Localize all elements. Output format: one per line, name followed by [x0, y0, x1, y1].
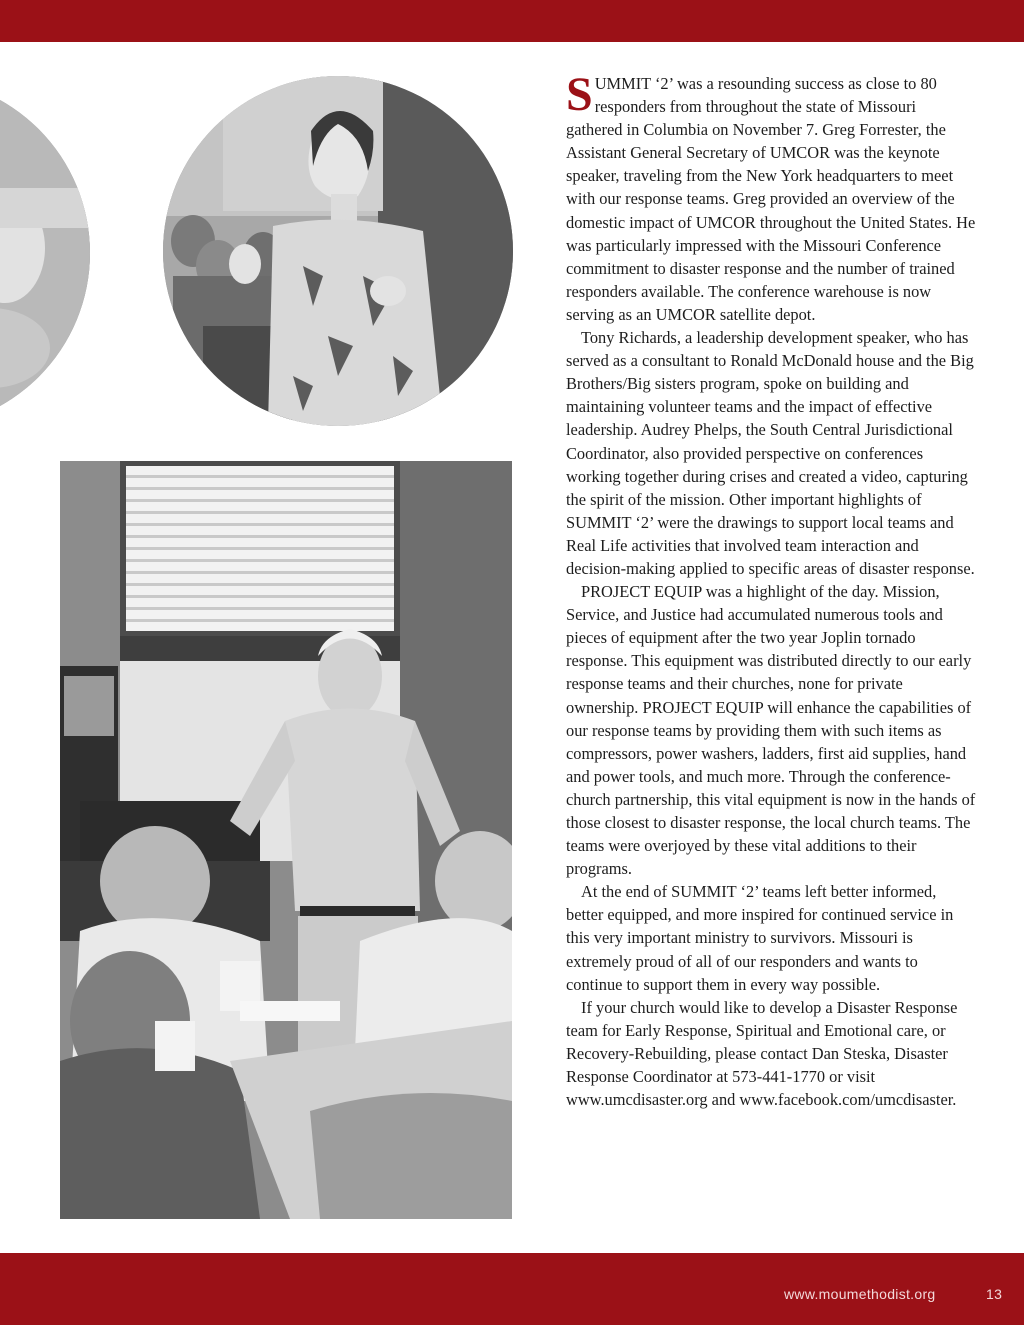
- photo-woman-speaking-illustration: [163, 76, 513, 426]
- article-paragraph-1-text: UMMIT ‘2’ was a resounding success as close to 80 responders from throughout the state of Missouri gathered in Columbia on November 7. Greg Forrester, the Assistant General Secretary of UMCOR was the keynote speaker, traveling from the New York headquarters to meet with our response teams. Greg provided an overview of the domestic impact of UMCOR throughout the United States. He was particularly impressed with the Missouri Conference commitment to disaster response and the number of trained responders available. The conference warehouse is now serving as an UMCOR satellite depot.: [566, 74, 976, 324]
- article-body: [566, 68, 976, 1111]
- photo-woman-speaking: [163, 76, 513, 426]
- page-number: 13: [986, 1286, 1003, 1302]
- article-paragraph-5: If your church would like to develop a Disaster Response team for Early Response, Spiritual and Emotional care, or Recovery-Rebuilding, please contact Dan Steska, Disaster Response Coordinator at 573-441-1770 or visit www.umcdisaster.org and www.facebook.com/umcdisaster.: [566, 997, 958, 1110]
- article-paragraph-3: PROJECT EQUIP was a highlight of the day. Mission, Service, and Justice had accumulated numerous tools and pieces of equipment after the two year Joplin tornado response. This equipment was distributed directly to our early response teams and their churches, none for private ownership. PROJECT EQUIP will enhance the capabilities of our response teams by providing them with such items as compressors, power washers, ladders, first aid supplies, hand and power tools, and much more. Through the conference-church partnership, this vital equipment is now in the hands of those closest to disaster response, the local church teams. The teams were overjoyed by these vital additions to their programs.: [566, 582, 976, 879]
- article-paragraph-2: Tony Richards, a leadership development speaker, who has served as a consultant to Ronald McDonald house and the Big Brothers/Big sisters program, spoke on building and maintaining volunteer teams and the impact of effective leadership. Audrey Phelps, the South Central Jurisdictional Coordinator, also provided perspective on conferences working together during crises and created a video, capturing the spirit of the mission. Other important highlights of SUMMIT ‘2’ were the drawings to support local teams and Real Life activities that involved team interaction and decision-making applied to specific areas of disaster response.: [566, 328, 975, 578]
- photo-man-speaking-illustration: [60, 461, 512, 1219]
- photo-speaker-partial-illustration: [0, 78, 90, 428]
- photo-man-speaking: [60, 461, 512, 1219]
- article-paragraph-4: At the end of SUMMIT ‘2’ teams left better informed, better equipped, and more inspired for continued service in this very important ministry to survivors. Missouri is extremely proud of all of our responders and wants to continue to support them in every way possible.: [566, 882, 954, 994]
- photo-speaker-partial: [0, 78, 90, 428]
- article-paragraph-1: [566, 68, 976, 326]
- top-color-band: [0, 0, 1024, 42]
- footer-website: www.moumethodist.org: [784, 1286, 936, 1302]
- drop-cap: S: [566, 68, 593, 121]
